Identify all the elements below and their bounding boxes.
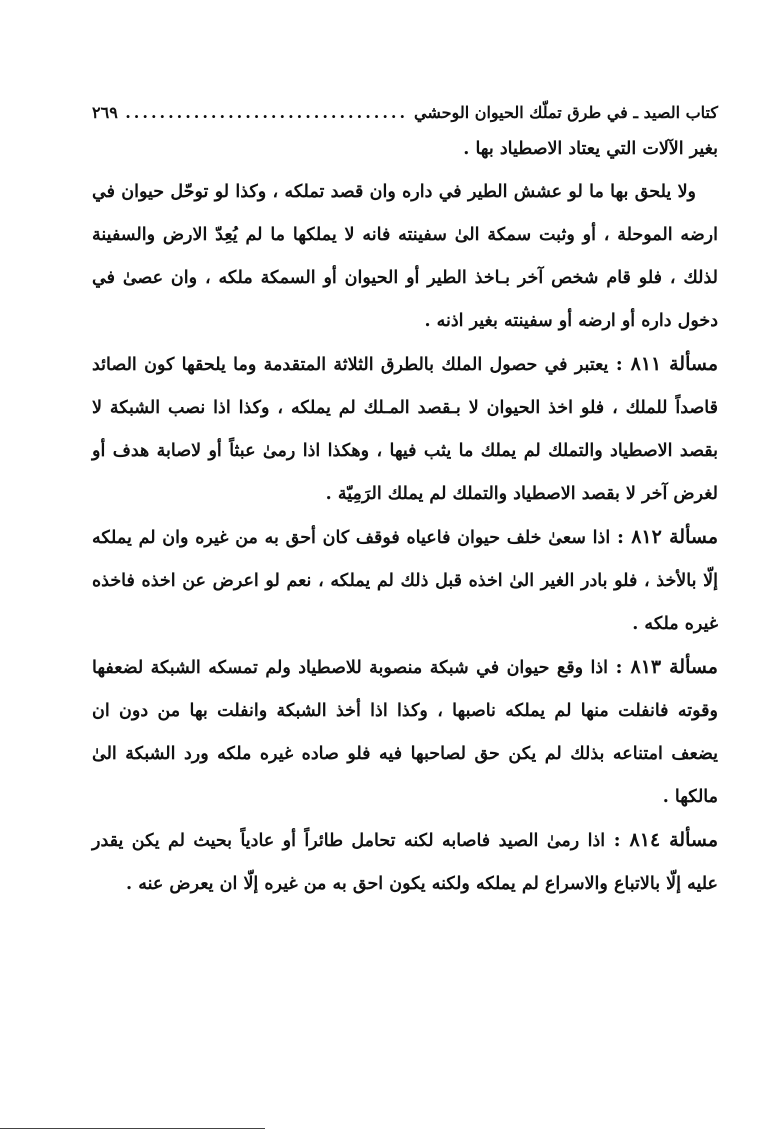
paragraph-text: يعتبر في حصول الملك بالطرق الثلاثة المتقدمة وما يلحقها كون الصائد قاصداً للملك ، فلو اخذ الحيوان لا بـقصد المـلك لم يملكه ، وكذا اذا نصب الشبكة لا بقصد الاصطياد والتملك لم يملك ما يثب فيها ، وهكذا اذا رمىٰ عبثاً أو لاصابة هدف أو لغرض آخر لا بقصد الاصطياد والتملك لم يملك الرَمِيّة .: [92, 355, 718, 504]
bottom-rule: [0, 1128, 265, 1129]
issue-label: مسألة ٨١٢ :: [616, 526, 718, 548]
issue-811: [92, 343, 718, 516]
running-header: [92, 92, 718, 122]
header-title: كتاب الصيد ـ في طرق تملّك الحيوان الوحشي: [414, 103, 718, 122]
paragraph-continuation: [92, 128, 718, 171]
paragraph-text: اذا وقع حيوان في شبكة منصوبة للاصطياد ولم تمسكه الشبكة لضعفها وقوته فانفلت منها لم يملكه ناصبها ، وكذا اذا أخذ الشبكة وانفلت بها من دون ان يضعف امتناعه بذلك لم يكن حق لصاحبها فيه فلو صاده غيره ملكه ورد الشبكة الىٰ مالكها .: [92, 658, 718, 807]
header-leader-dots: [124, 103, 408, 122]
page-number: ٢٦٩: [92, 103, 118, 122]
issue-814: [92, 819, 718, 906]
paragraph-text: بغير الآلات التي يعتاد الاصطياد بها .: [463, 139, 718, 159]
issue-812: [92, 516, 718, 646]
issue-label: مسألة ٨١٣ :: [615, 656, 718, 678]
paragraph-text: ولا يلحق بها ما لو عشش الطير في داره وان قصد تملكه ، وكذا لو توحّل حيوان في ارضه الموحلة ، أو وثبت سمكة الىٰ سفينته فانه لا يملكها ما لم يُعِدّ الارض والسفينة لذلك ، فلو قام شخص آخر بـاخذ الطير أو الحيوان أو السمكة ملكه ، وان عصىٰ في دخول داره أو ارضه أو سفينته بغير اذنه .: [92, 182, 718, 331]
paragraph-text: اذا سعىٰ خلف حيوان فاعياه فوقف كان أحق به من غيره وان لم يملكه إلّا بالأخذ ، فلو بادر الغير الىٰ اخذه قبل ذلك لم يملكه ، نعم لو اعرض عن اخذه فاخذه غيره ملكه .: [92, 528, 718, 634]
issue-label: مسألة ٨١٤ :: [613, 829, 718, 851]
paragraph: [92, 171, 718, 343]
paragraph-text: اذا رمىٰ الصيد فاصابه لكنه تحامل طائراً أو عادياً بحيث لم يكن يقدر عليه إلّا بالاتباع والاسراع لم يملكه ولكنه يكون احق به من غيره إلّا ان يعرض عنه .: [92, 831, 718, 894]
body-text: [92, 128, 718, 906]
issue-label: مسألة ٨١١ :: [615, 353, 719, 375]
issue-813: [92, 646, 718, 819]
